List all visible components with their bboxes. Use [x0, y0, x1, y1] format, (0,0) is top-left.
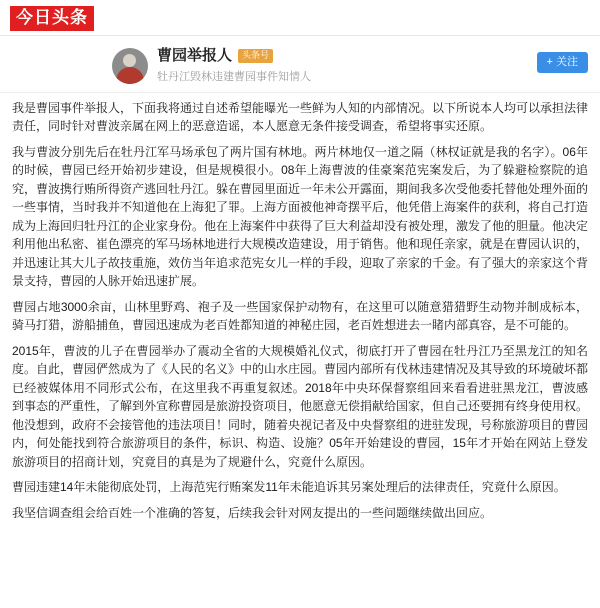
user-avatar-icon — [112, 48, 148, 84]
toutiao-logo: 今日头条 — [10, 6, 94, 31]
author-name-row — [157, 46, 537, 66]
article-paragraph: 曹园违建14年未能彻底处罚，上海范宪行贿案发11年未能追诉其另案处理后的法律责任，究竟什么原因。 — [12, 480, 566, 495]
article-paragraph: 曹园占地3000余亩，山林里野鸡、袍子及一些国家保护动物有，在这里可以随意猎猎野生动物并制成标本，骑马打猎，游船捕鱼，曹园迅速成为老百姓都知道的神秘庄园，老百姓想进去一睹内部真容，是不可能的。 — [12, 299, 588, 333]
article-paragraph: 2015年，曹波的儿子在曹园举办了震动全省的大规模婚礼仪式，彻底打开了曹园在牡丹江乃至黑龙江的知名度。自此，曹园俨然成为了《人民的名义》中的山水庄园。曹园内部所有伐林违建情况及其导致的环境破坏都已经被媒体用不同形式公布，在这里我不再重复叙述。2018年中央环保督察组回来看看进驻黑龙江，曹波感到事态的严重性，了解到外宣称曹园是旅游投资项目，他愿意无偿捐献给国家，但自己还要拥有终身使用权。他没想到，政府不会接管他的违法项目！同时，随着央视记者及中央督察组的进驻发现，号称旅游项目的曹园内，何处能找到符合旅游项目的条件，标识、构造、设施？05年开始建设的曹园，15年才开始在网站上登发旅游项目的招商计划，究竟目的真是为了规避什么，究竟什么原因。 — [12, 343, 589, 469]
author-name[interactable]: 曹园举报人 — [157, 46, 233, 64]
article-paragraph: 我与曹波分别先后在牡丹江军马场承包了两片国有林地。两片林地仅一道之隔（林权证就是我的名字）。06年的时候，曹园已经开始初步建设，但是规模很小。08年上海曹波的佳豪案范宪案发后，为了躲避检察院的追究，曹波携行贿所得资产逃回牡丹江。躲在曹园里面近一年未公开露面，期间我多次受他委托替他处理外面的一些事情，当时我并不知道他在上海犯了罪。上海方面被他神奇摆平后，他凭借上海案件的获利，将自己打造成为上海回归牡丹江的企业家身份。他在上海案件中获得了巨大利益却没有被处理，激发了他的胆量。他决定利用他出私密、崔色漂亮的军马场林地进行大规模改造建设，用于销售。他和现任亲家，就是在曹园认识的，并迅速让其大儿子故技重施，效仿当年追求范宪女儿一样的手段，迎取了亲家的千金。有了强大的亲家这个背景支持，曹园的人脉开始迅速扩展。 — [12, 144, 589, 289]
site-header — [0, 0, 600, 36]
avatar-body-shape — [116, 67, 144, 84]
article-paragraph: 我坚信调查组会给百姓一个准确的答复，后续我会针对网友提出的一些问题继续做出回应。 — [12, 505, 493, 520]
article-body — [0, 93, 600, 531]
follow-button[interactable]: + 关注 — [537, 52, 588, 73]
article-paragraph: 我是曹园事件举报人，下面我将通过自述希望能曝光一些鲜为人知的内部情况。以下所说本人均可以承担法律责任，同时针对曹波亲属在网上的恶意造谣，本人愿意无条件接受调查，希望将事实还原。 — [12, 100, 589, 134]
author-subtitle: 牡丹江毁林违建曹园事件知情人 — [157, 70, 311, 83]
author-bar — [0, 36, 600, 93]
author-meta — [157, 46, 537, 84]
avatar-head-shape — [123, 54, 136, 67]
verified-badge: 头条号 — [238, 49, 273, 63]
